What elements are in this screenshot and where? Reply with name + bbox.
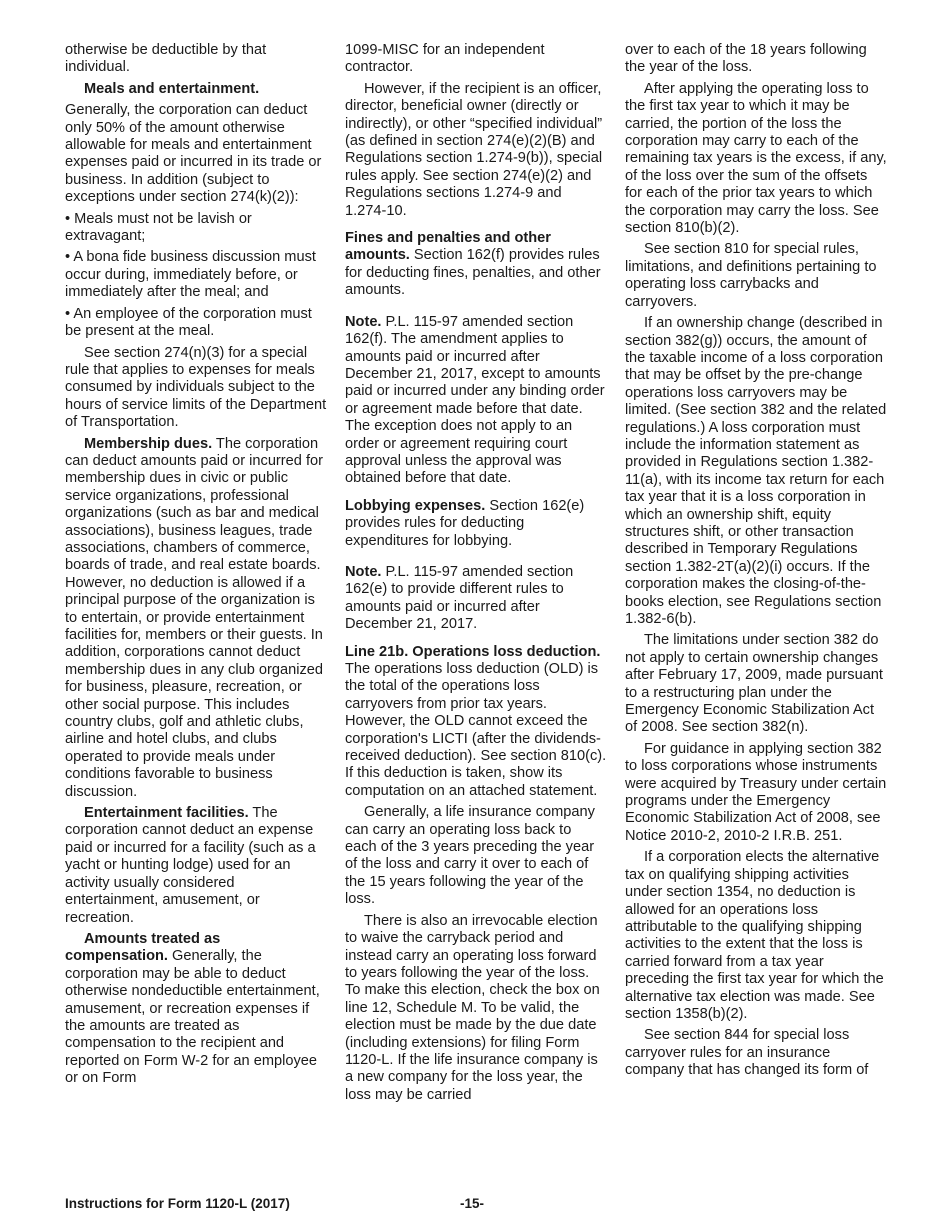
column-2 xyxy=(345,42,607,1108)
paragraph: See section 844 for special loss carryover rules for an insurance company that has changed its form of xyxy=(625,1027,869,1079)
note-1 xyxy=(345,314,607,488)
membership-dues-text: The corporation can deduct amounts paid or incurred for membership dues in civic or public service organizations, professional organizations (such as bar and medical associations), business leagues, trade associations, chambers of commerce, boards of trade, and real estate boards. However, no deduction is allowed if a principal purpose of the organization is to entertain, or provide entertainment facilities for, members or their guests. In addition, corporations cannot deduct membership dues in any club organized for business, pleasure, recreation, or other social purpose. This includes country clubs, golf and athletic clubs, airline and hotel clubs, and clubs operated to provide meals under conditions favorable to business discussion. xyxy=(65,435,323,800)
fines-text: Section 162(f) provides rules for deducting fines, penalties, and other amounts. xyxy=(345,247,601,299)
paragraph: There is also an irrevocable election to waive the carryback period and instead carry an operating loss forward to years following the year of the loss. To make this election, check the box on line 12, Schedule M. To be valid, the election must be made by the due date (including extensions) for filing Form 1120-L. If the life insurance company is a new company for the loss year, the loss may be carried xyxy=(345,912,600,1103)
compensation-text: Generally, the corporation may be able to deduct otherwise nondeductible entertainment, amusement, or recreation expenses if the amounts are treated as compensation to the recipient and reported on Form W-2 for an employee or on Form xyxy=(65,948,320,1087)
meals-section xyxy=(65,81,327,98)
lobbying-text: Section 162(e) provides rules for deducting expenditures for lobbying. xyxy=(345,497,585,549)
note-2 xyxy=(345,564,607,634)
list-item: • An employee of the corporation must be present at the meal. xyxy=(65,305,312,340)
paragraph: For guidance in applying section 382 to loss corporations whose instruments were acquired by Treasury under certain programs under the Emergency Economic Stabilization Act of 2008, see Notice 2010-2, 2010-2 I.R.B. 251. xyxy=(625,740,887,844)
membership-dues-heading: Membership dues. xyxy=(84,435,213,452)
line-21b-heading: Line 21b. Operations loss deduction. xyxy=(345,643,601,660)
paragraph: If an ownership change (described in section 382(g)) occurs, the amount of the taxable income of a loss corporation that may be offset by the pre-change operations loss carryovers may be limited. (See section 382 and the related regulations.) A loss corporation must include the information statement as provided in Regulations section 1.382-11(a), with its income tax return for each tax year that it is a loss corporation in which an ownership shift, equity structures shift, or other transaction described in Temporary Regulations section 1.382-2T(a)(2)(i) occurs. If the corporation makes the closing-of-the-books election, see Regulations section 1.382-6(b). xyxy=(625,315,887,627)
list-item: • A bona fide business discussion must occur during, immediately before, or immediately after the meal; and xyxy=(65,249,316,301)
note-text: P.L. 115-97 amended section 162(e) to provide different rules to amounts paid or incurred after December 21, 2017. xyxy=(345,563,574,633)
paragraph: If a corporation elects the alternative tax on qualifying shipping activities under section 1354, no deduction is allowed for an operations loss attributable to the qualifying shipping activities to the extent that the loss is carried forward from a tax year preceding the first tax year for which the alternative tax election was made. See section 1358(b)(2). xyxy=(625,849,884,1022)
column-1 xyxy=(65,42,327,1092)
entertainment-facilities-heading: Entertainment facilities. xyxy=(84,805,249,822)
note-text: P.L. 115-97 amended section 162(f). The amendment applies to amounts paid or incurred after December 21, 2017, except to amounts paid or incurred under any binding order or agreement made before that date. The exception does not apply to an order or agreement requiring court approval unless the approval was obtained before that date. xyxy=(345,313,605,487)
meals-heading: Meals and entertainment. xyxy=(84,80,260,97)
compensation-heading: Amounts treated as compensation. xyxy=(65,930,221,965)
paragraph: See section 274(n)(3) for a special rule that applies to expenses for meals consumed by individuals subject to the hours of service limits of the Department of Transportation. xyxy=(65,344,327,431)
fines-heading: Fines and penalties and other amounts. xyxy=(345,230,551,264)
paragraph: After applying the operating loss to the first tax year to which it may be carried, the portion of the loss the corporation may carry to each of the remaining tax years is the excess, if any, of the loss over the sum of the offsets for each of the prior tax years to which the corporation may carry the loss. See section 810(b)(2). xyxy=(625,80,887,237)
entertainment-facilities-section xyxy=(65,805,327,927)
note-label: Note. xyxy=(345,563,382,580)
paragraph: 1099-MISC for an independent contractor. xyxy=(345,42,545,76)
paragraph: However, if the recipient is an officer, director, beneficial owner (directly or indirectly), or other “specified individual” (as defined in section 274(e)(2)(B) and Regulations section 1.274-9(b)), special rules apply. See section 274(e)(2) and Regulations sections 1.274-9 and 1.274-10. xyxy=(345,80,603,219)
paragraph: Generally, a life insurance company can carry an operating loss back to each of the 3 years preceding the year of the loss and carry it over to each of the 15 years following the year of the loss. xyxy=(345,804,595,908)
paragraph: otherwise be deductible by that individual. xyxy=(65,42,267,76)
footer-form-title: Instructions for Form 1120-L (2017) xyxy=(65,1196,290,1211)
fines-section xyxy=(345,230,607,300)
paragraph: See section 810 for special rules, limitations, and definitions pertaining to operating loss carrybacks and carryovers. xyxy=(625,241,877,310)
paragraph: The limitations under section 382 do not apply to certain ownership changes after February 17, 2009, made pursuant to a restructuring plan under the Emergency Economic Stabilization Act of 2008. See section 382(n). xyxy=(625,632,883,736)
lobbying-heading: Lobbying expenses. xyxy=(345,497,486,514)
line-21b-section xyxy=(345,644,607,801)
lobbying-section xyxy=(345,498,607,550)
paragraph: Generally, the corporation can deduct only 50% of the amount otherwise allowable for meals and entertainment expenses paid or incurred in its trade or business. In addition (subject to exceptions under section 274(k)(2)): xyxy=(65,102,322,206)
paragraph: over to each of the 18 years following the year of the loss. xyxy=(625,42,867,76)
page-number: -15- xyxy=(460,1196,485,1211)
membership-dues-section xyxy=(65,436,327,802)
entertainment-facilities-text: The corporation cannot deduct an expense paid or incurred for a facility (such as a yacht or hunting lodge) used for an activity usually considered entertainment, amusement, or recreation. xyxy=(65,805,316,926)
line-21b-text: The operations loss deduction (OLD) is the total of the operations loss carryovers from prior tax years. However, the OLD cannot exceed the corporation's LICTI (after the dividends-received deduction). See section 810(c). If this deduction is taken, show its computation on an attached statement. xyxy=(345,661,607,799)
column-3 xyxy=(625,42,887,1084)
list-item: • Meals must not be lavish or extravagant; xyxy=(65,210,252,245)
compensation-section xyxy=(65,931,327,1088)
note-label: Note. xyxy=(345,313,382,330)
